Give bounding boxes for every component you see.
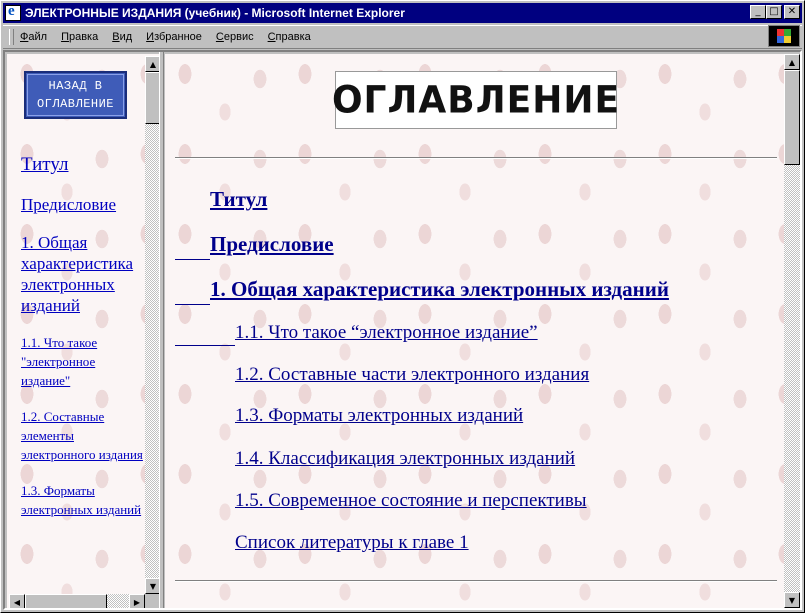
toc-link-title[interactable]: Титул bbox=[210, 187, 268, 211]
frame-splitter[interactable] bbox=[159, 52, 164, 608]
divider-bottom bbox=[175, 580, 777, 582]
close-button[interactable]: ✕ bbox=[784, 5, 800, 19]
toc-link-1-3[interactable]: 1.3. Форматы электронных изданий bbox=[235, 405, 524, 426]
scroll-left-arrow-icon[interactable]: ◀ bbox=[9, 594, 25, 608]
back-button-line1: НАЗАД В bbox=[48, 79, 103, 93]
page-title: ОГЛАВЛЕНИЕ bbox=[331, 78, 621, 122]
scroll-down-arrow-icon[interactable]: ▼ bbox=[145, 578, 159, 594]
nav-link-1-1[interactable]: 1.1. Что такое "электронное издание" bbox=[21, 335, 98, 388]
link-underline-spacer bbox=[175, 304, 210, 305]
nav-horizontal-scrollbar[interactable] bbox=[9, 594, 145, 608]
content-frame bbox=[165, 54, 800, 608]
menu-file[interactable]: Файл bbox=[20, 31, 48, 43]
link-underline-spacer bbox=[175, 259, 210, 260]
nav-link-1-2[interactable]: 1.2. Составные элементы электронного издания bbox=[21, 409, 143, 462]
back-button-line2: ОГЛАВЛЕНИЕ bbox=[36, 97, 114, 111]
nav-links bbox=[21, 154, 147, 536]
toc-link-references-1[interactable]: Список литературы к главе 1 bbox=[235, 532, 469, 553]
link-underline-spacer bbox=[175, 345, 235, 346]
minimize-button[interactable]: _ bbox=[750, 5, 766, 19]
menu-edit[interactable]: Правка bbox=[61, 31, 99, 43]
toc-link-1-2[interactable]: 1.2. Составные части электронного издания bbox=[235, 364, 590, 385]
menu-bar bbox=[3, 25, 802, 49]
menu-favorites[interactable]: Избранное bbox=[146, 31, 202, 43]
nav-link-chapter-1[interactable]: 1. Общая характеристика электронных изданий bbox=[21, 233, 134, 315]
ie-icon[interactable] bbox=[5, 5, 21, 21]
scroll-thumb[interactable] bbox=[145, 72, 159, 124]
maximize-button[interactable]: □ bbox=[766, 5, 782, 19]
toolbar-grip[interactable] bbox=[9, 29, 14, 45]
windows-logo-icon bbox=[768, 25, 800, 47]
back-to-contents-button[interactable] bbox=[24, 71, 127, 119]
menu-tools[interactable]: Сервис bbox=[215, 31, 254, 43]
title-bar[interactable] bbox=[3, 3, 802, 23]
nav-link-1-3[interactable]: 1.3. Форматы электронных изданий bbox=[21, 483, 142, 517]
nav-frame bbox=[7, 54, 159, 608]
scroll-up-arrow-icon[interactable]: ▲ bbox=[145, 56, 159, 72]
frameset bbox=[3, 50, 802, 610]
nav-vertical-scrollbar[interactable] bbox=[145, 56, 159, 594]
contents-heading-image bbox=[331, 71, 621, 129]
content-vertical-scrollbar[interactable] bbox=[784, 54, 800, 608]
scroll-up-arrow-icon[interactable]: ▲ bbox=[784, 54, 800, 70]
toc-link-preface[interactable]: Предисловие bbox=[210, 232, 334, 256]
menu-view[interactable]: Вид bbox=[112, 31, 133, 43]
toc-link-1-5[interactable]: 1.5. Современное состояние и перспективы bbox=[235, 490, 587, 511]
window-controls bbox=[750, 5, 800, 19]
hscroll-thumb[interactable] bbox=[25, 594, 107, 608]
toc-link-1-4[interactable]: 1.4. Классификация электронных изданий bbox=[235, 448, 576, 469]
scroll-down-arrow-icon[interactable]: ▼ bbox=[784, 592, 800, 608]
nav-link-preface[interactable]: Предисловие bbox=[21, 195, 117, 214]
toc-link-1-1[interactable]: 1.1. Что такое “электронное издание” bbox=[235, 322, 538, 343]
scroll-corner bbox=[145, 594, 159, 608]
divider-top bbox=[175, 157, 777, 159]
nav-link-title[interactable]: Титул bbox=[21, 154, 69, 175]
scroll-thumb[interactable] bbox=[784, 70, 800, 165]
menu-help[interactable]: Справка bbox=[267, 31, 311, 43]
window-title: ЭЛЕКТРОННЫЕ ИЗДАНИЯ (учебник) - Microsoft Internet Explorer bbox=[25, 6, 405, 20]
scroll-right-arrow-icon[interactable]: ▶ bbox=[129, 594, 145, 608]
toc-link-chapter-1[interactable]: 1. Общая характеристика электронных изданий bbox=[210, 277, 669, 301]
